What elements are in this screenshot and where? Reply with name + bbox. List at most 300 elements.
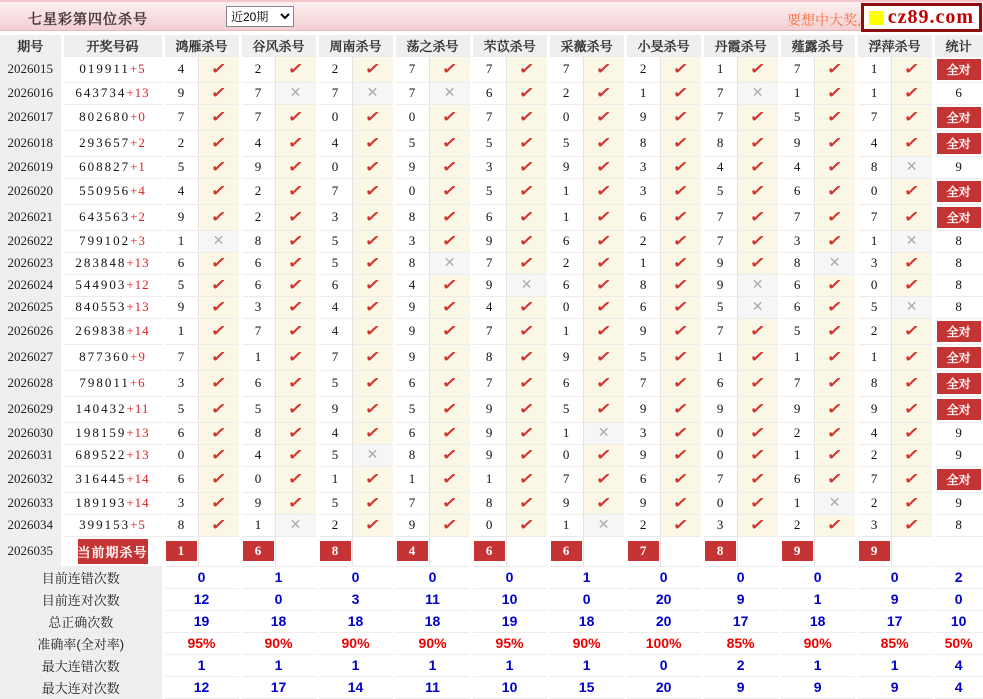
- kill-value-cell: 9: [240, 492, 275, 514]
- kill-value-cell: 4: [317, 130, 352, 156]
- table-row: [0, 444, 983, 466]
- check-icon: ✓: [209, 374, 228, 393]
- check-icon: ✓: [209, 424, 228, 443]
- kill-mark-cell: [814, 492, 856, 514]
- check-icon: ✓: [209, 208, 228, 227]
- check-icon: ✓: [902, 348, 921, 367]
- current-kill-mark-cell: [506, 536, 548, 566]
- kill-mark-cell: [737, 156, 779, 178]
- kill-value-cell: 8: [163, 514, 198, 536]
- check-icon: ✓: [594, 322, 613, 341]
- col-header-kill-7: 小旻杀号: [625, 35, 702, 56]
- summary-value-cell: 20: [625, 588, 702, 610]
- site-logo[interactable]: [861, 3, 982, 32]
- check-icon: ✓: [748, 182, 767, 201]
- check-icon: ✓: [825, 60, 844, 79]
- kill-mark-cell: [429, 396, 471, 422]
- kill-mark-cell: [506, 204, 548, 230]
- check-icon: ✓: [286, 400, 305, 419]
- current-kill-cell: [856, 536, 891, 566]
- draw-number-cell: [62, 82, 163, 104]
- current-kill-cell: [163, 536, 198, 566]
- check-icon: ✓: [825, 470, 844, 489]
- kill-mark-cell: [814, 318, 856, 344]
- check-icon: ✓: [671, 446, 690, 465]
- kill-value-cell: 7: [163, 104, 198, 130]
- draw-digits: 293657: [79, 135, 131, 150]
- stat-cell: [933, 104, 983, 130]
- kill-mark-cell: [352, 82, 394, 104]
- kill-mark-cell: [352, 370, 394, 396]
- check-icon: ✓: [594, 254, 613, 273]
- kill-value-cell: 2: [548, 252, 583, 274]
- check-icon: ✓: [517, 232, 536, 251]
- kill-mark-cell: [198, 444, 240, 466]
- kill-value-cell: 1: [163, 318, 198, 344]
- check-icon: ✓: [440, 424, 459, 443]
- kill-mark-cell: [737, 204, 779, 230]
- kill-value-cell: 1: [779, 492, 814, 514]
- check-icon: ✓: [825, 446, 844, 465]
- summary-value-cell: 18: [779, 610, 856, 632]
- kill-mark-cell: [737, 56, 779, 82]
- check-icon: ✓: [440, 400, 459, 419]
- kill-mark-cell: [352, 344, 394, 370]
- kill-mark-cell: [352, 230, 394, 252]
- kill-mark-cell: [583, 130, 625, 156]
- kill-value-cell: 5: [856, 296, 891, 318]
- summary-label: 目前连对次数: [0, 588, 163, 610]
- kill-value-cell: 4: [471, 296, 506, 318]
- col-header-kill-2: 谷风杀号: [240, 35, 317, 56]
- kill-value-cell: 2: [240, 56, 275, 82]
- table-row: [0, 296, 983, 318]
- kill-mark-cell: [660, 422, 702, 444]
- check-icon: ✓: [286, 254, 305, 273]
- current-kill-cell: [471, 536, 506, 566]
- kill-mark-cell: [275, 230, 317, 252]
- check-icon: ✓: [825, 232, 844, 251]
- check-icon: ✓: [594, 182, 613, 201]
- summary-value-cell: 17: [702, 610, 779, 632]
- current-kill-badge: 7: [628, 541, 659, 561]
- kill-value-cell: 2: [856, 444, 891, 466]
- kill-value-cell: 1: [779, 444, 814, 466]
- kill-mark-cell: [429, 156, 471, 178]
- kill-mark-cell: [660, 466, 702, 492]
- summary-value-cell: 9: [856, 676, 933, 698]
- summary-value-cell: 85%: [702, 632, 779, 654]
- check-icon: ✓: [902, 182, 921, 201]
- check-icon: ✓: [671, 276, 690, 295]
- kill-value-cell: 9: [702, 274, 737, 296]
- kill-mark-cell: [275, 396, 317, 422]
- kill-mark-cell: [198, 466, 240, 492]
- kill-mark-cell: [198, 130, 240, 156]
- kill-value-cell: 9: [548, 156, 583, 178]
- draw-bonus: +2: [130, 135, 146, 150]
- check-icon: ✓: [748, 60, 767, 79]
- summary-value-cell: 0: [471, 566, 548, 588]
- kill-value-cell: 3: [240, 296, 275, 318]
- kill-value-cell: 4: [856, 130, 891, 156]
- check-icon: ✓: [209, 516, 228, 535]
- current-kill-badge: 6: [551, 541, 582, 561]
- check-icon: ✓: [902, 424, 921, 443]
- check-icon: ✓: [440, 134, 459, 153]
- kill-value-cell: 2: [317, 56, 352, 82]
- table-row: [0, 514, 983, 536]
- kill-value-cell: 8: [625, 274, 660, 296]
- check-icon: ✓: [209, 182, 228, 201]
- check-icon: ✓: [209, 60, 228, 79]
- kill-mark-cell: [660, 344, 702, 370]
- kill-mark-cell: [198, 422, 240, 444]
- check-icon: ✓: [517, 470, 536, 489]
- check-icon: ✓: [594, 134, 613, 153]
- check-icon: ✓: [594, 208, 613, 227]
- draw-bonus: +11: [126, 401, 150, 416]
- check-icon: ✓: [748, 134, 767, 153]
- check-icon: ✓: [825, 208, 844, 227]
- kill-mark-cell: [583, 396, 625, 422]
- kill-mark-cell: [737, 82, 779, 104]
- kill-mark-cell: [737, 296, 779, 318]
- cross-icon: ✕: [597, 424, 610, 440]
- kill-mark-cell: [583, 514, 625, 536]
- col-header-kill-5: 芣苡杀号: [471, 35, 548, 56]
- check-icon: ✓: [363, 60, 382, 79]
- summary-value-cell: 100%: [625, 632, 702, 654]
- draw-number-cell: [62, 318, 163, 344]
- kill-value-cell: 0: [702, 444, 737, 466]
- check-icon: ✓: [209, 134, 228, 153]
- kill-value-cell: 8: [702, 130, 737, 156]
- check-icon: ✓: [363, 134, 382, 153]
- kill-value-cell: 1: [625, 82, 660, 104]
- kill-value-cell: 7: [240, 104, 275, 130]
- all-correct-badge: 全对: [937, 399, 981, 420]
- summary-row: [0, 588, 983, 610]
- summary-stat-cell: 10: [933, 610, 983, 632]
- kill-mark-cell: [737, 422, 779, 444]
- kill-value-cell: 8: [779, 252, 814, 274]
- draw-digits: 019911: [79, 61, 130, 76]
- check-icon: ✓: [517, 158, 536, 177]
- check-icon: ✓: [594, 276, 613, 295]
- kill-mark-cell: [275, 56, 317, 82]
- kill-mark-cell: [275, 370, 317, 396]
- col-header-kill-8: 丹霞杀号: [702, 35, 779, 56]
- kill-mark-cell: [660, 130, 702, 156]
- table-row: [0, 422, 983, 444]
- draw-number-cell: [62, 492, 163, 514]
- kill-mark-cell: [429, 422, 471, 444]
- check-icon: ✓: [363, 254, 382, 273]
- kill-mark-cell: [429, 274, 471, 296]
- kill-value-cell: 8: [240, 422, 275, 444]
- kill-value-cell: 5: [471, 178, 506, 204]
- check-icon: ✓: [902, 208, 921, 227]
- kill-value-cell: 4: [317, 422, 352, 444]
- kill-value-cell: 9: [471, 396, 506, 422]
- check-icon: ✓: [825, 276, 844, 295]
- kill-mark-cell: [429, 492, 471, 514]
- cross-icon: ✕: [905, 298, 918, 314]
- cross-icon: ✕: [520, 276, 533, 292]
- kill-mark-cell: [660, 444, 702, 466]
- check-icon: ✓: [902, 374, 921, 393]
- check-icon: ✓: [440, 158, 459, 177]
- check-icon: ✓: [594, 232, 613, 251]
- kill-value-cell: 0: [317, 104, 352, 130]
- kill-value-cell: 8: [471, 492, 506, 514]
- draw-bonus: +0: [130, 109, 146, 124]
- kill-value-cell: 4: [240, 130, 275, 156]
- kill-value-cell: 1: [625, 252, 660, 274]
- kill-mark-cell: [891, 252, 933, 274]
- summary-value-cell: 1: [394, 654, 471, 676]
- col-header-kill-9: 薤露杀号: [779, 35, 856, 56]
- stat-cell: 8: [933, 514, 983, 536]
- kill-value-cell: 6: [471, 204, 506, 230]
- draw-digits: 189193: [75, 495, 127, 510]
- kill-mark-cell: [506, 56, 548, 82]
- kill-value-cell: 8: [240, 230, 275, 252]
- check-icon: ✓: [517, 84, 536, 103]
- check-icon: ✓: [902, 108, 921, 127]
- check-icon: ✓: [594, 298, 613, 317]
- kill-value-cell: 7: [394, 56, 429, 82]
- summary-value-cell: 18: [240, 610, 317, 632]
- kill-value-cell: 6: [240, 274, 275, 296]
- check-icon: ✓: [363, 400, 382, 419]
- kill-value-cell: 1: [856, 344, 891, 370]
- current-kill-cell: [240, 536, 275, 566]
- check-icon: ✓: [440, 276, 459, 295]
- kill-value-cell: 1: [317, 466, 352, 492]
- kill-value-cell: 7: [702, 82, 737, 104]
- kill-mark-cell: [660, 318, 702, 344]
- kill-value-cell: 8: [625, 130, 660, 156]
- kill-value-cell: 9: [163, 296, 198, 318]
- check-icon: ✓: [517, 348, 536, 367]
- summary-stat-cell: 50%: [933, 632, 983, 654]
- check-icon: ✓: [748, 108, 767, 127]
- stat-cell: 9: [933, 156, 983, 178]
- period-cell: 2026020: [0, 178, 62, 204]
- current-kill-badge: 9: [859, 541, 890, 561]
- period-cell: 2026015: [0, 56, 62, 82]
- kill-value-cell: 1: [471, 466, 506, 492]
- kill-mark-cell: [352, 492, 394, 514]
- kill-mark-cell: [429, 296, 471, 318]
- kill-value-cell: 4: [779, 156, 814, 178]
- kill-mark-cell: [506, 156, 548, 178]
- kill-value-cell: 6: [394, 422, 429, 444]
- check-icon: ✓: [748, 232, 767, 251]
- kill-value-cell: 6: [394, 370, 429, 396]
- kill-mark-cell: [814, 396, 856, 422]
- kill-value-cell: 7: [779, 204, 814, 230]
- period-cell: 2026021: [0, 204, 62, 230]
- stat-cell: [933, 130, 983, 156]
- check-icon: ✓: [440, 494, 459, 513]
- kill-value-cell: 7: [625, 370, 660, 396]
- kill-mark-cell: [198, 296, 240, 318]
- stat-cell: 8: [933, 296, 983, 318]
- kill-mark-cell: [814, 444, 856, 466]
- draw-bonus: +6: [129, 375, 146, 390]
- kill-mark-cell: [275, 318, 317, 344]
- stat-cell: [933, 536, 983, 566]
- kill-value-cell: 0: [548, 296, 583, 318]
- current-kill-mark-cell: [891, 536, 933, 566]
- check-icon: ✓: [825, 424, 844, 443]
- summary-row: [0, 632, 983, 654]
- kill-value-cell: 2: [625, 514, 660, 536]
- table-row: [0, 370, 983, 396]
- kill-value-cell: 0: [856, 274, 891, 296]
- period-cell: 2026034: [0, 514, 62, 536]
- draw-bonus: +2: [130, 209, 146, 224]
- draw-digits: 399153: [79, 517, 131, 532]
- check-icon: ✓: [671, 298, 690, 317]
- stat-cell: 9: [933, 492, 983, 514]
- kill-value-cell: 3: [394, 230, 429, 252]
- period-cell: 2026029: [0, 396, 62, 422]
- check-icon: ✓: [440, 208, 459, 227]
- period-range-select[interactable]: [226, 6, 294, 27]
- kill-mark-cell: [198, 252, 240, 274]
- check-icon: ✓: [825, 84, 844, 103]
- kill-value-cell: 3: [625, 178, 660, 204]
- kill-mark-cell: [814, 230, 856, 252]
- check-icon: ✓: [517, 516, 536, 535]
- kill-value-cell: 3: [471, 156, 506, 178]
- draw-number-cell: [62, 104, 163, 130]
- kill-value-cell: 1: [394, 466, 429, 492]
- kill-value-cell: 5: [163, 274, 198, 296]
- kill-mark-cell: [352, 514, 394, 536]
- kill-value-cell: 9: [625, 444, 660, 466]
- table-row: [0, 56, 983, 82]
- kill-value-cell: 2: [240, 204, 275, 230]
- check-icon: ✓: [286, 322, 305, 341]
- check-icon: ✓: [209, 446, 228, 465]
- all-correct-badge: 全对: [937, 133, 981, 154]
- draw-digits: 550956: [79, 183, 131, 198]
- kill-mark-cell: [814, 370, 856, 396]
- check-icon: ✓: [286, 424, 305, 443]
- kill-value-cell: 9: [779, 130, 814, 156]
- check-icon: ✓: [902, 134, 921, 153]
- check-icon: ✓: [594, 60, 613, 79]
- check-icon: ✓: [517, 134, 536, 153]
- kill-mark-cell: [429, 370, 471, 396]
- kill-value-cell: 4: [856, 422, 891, 444]
- kill-value-cell: 5: [394, 130, 429, 156]
- kill-mark-cell: [660, 252, 702, 274]
- kill-value-cell: 7: [471, 252, 506, 274]
- check-icon: ✓: [440, 348, 459, 367]
- table-row: [0, 156, 983, 178]
- draw-bonus: +4: [130, 183, 146, 198]
- draw-digits: 269838: [75, 323, 127, 338]
- summary-value-cell: 0: [625, 566, 702, 588]
- kill-value-cell: 7: [317, 344, 352, 370]
- kill-value-cell: 1: [779, 344, 814, 370]
- stat-cell: 8: [933, 274, 983, 296]
- kill-value-cell: 0: [548, 104, 583, 130]
- kill-mark-cell: [891, 344, 933, 370]
- kill-value-cell: 5: [317, 370, 352, 396]
- check-icon: ✓: [902, 494, 921, 513]
- kill-value-cell: 6: [163, 466, 198, 492]
- kill-mark-cell: [891, 422, 933, 444]
- kill-mark-cell: [737, 466, 779, 492]
- kill-value-cell: 1: [856, 82, 891, 104]
- check-icon: ✓: [748, 516, 767, 535]
- kill-value-cell: 1: [548, 514, 583, 536]
- summary-stat-cell: 4: [933, 676, 983, 698]
- kill-value-cell: 7: [856, 466, 891, 492]
- check-icon: ✓: [440, 108, 459, 127]
- kill-mark-cell: [814, 104, 856, 130]
- check-icon: ✓: [286, 446, 305, 465]
- kill-mark-cell: [429, 514, 471, 536]
- kill-value-cell: 5: [317, 252, 352, 274]
- kill-mark-cell: [583, 156, 625, 178]
- kill-mark-cell: [275, 344, 317, 370]
- kill-mark-cell: [583, 204, 625, 230]
- kill-value-cell: 6: [548, 370, 583, 396]
- current-kill-mark-cell: [275, 536, 317, 566]
- kill-value-cell: 4: [702, 156, 737, 178]
- kill-mark-cell: [660, 104, 702, 130]
- kill-value-cell: 5: [548, 130, 583, 156]
- page-title: 七星彩第四位杀号: [28, 11, 148, 27]
- kill-value-cell: 3: [163, 492, 198, 514]
- check-icon: ✓: [286, 276, 305, 295]
- period-cell: 2026025: [0, 296, 62, 318]
- check-icon: ✓: [671, 516, 690, 535]
- kill-value-cell: 5: [625, 344, 660, 370]
- kill-value-cell: 4: [163, 56, 198, 82]
- check-icon: ✓: [902, 60, 921, 79]
- kill-mark-cell: [506, 104, 548, 130]
- check-icon: ✓: [363, 374, 382, 393]
- check-icon: ✓: [594, 348, 613, 367]
- check-icon: ✓: [363, 322, 382, 341]
- kill-mark-cell: [352, 396, 394, 422]
- kill-mark-cell: [506, 130, 548, 156]
- draw-number-cell: [62, 514, 163, 536]
- kill-value-cell: 7: [856, 104, 891, 130]
- kill-mark-cell: [891, 204, 933, 230]
- summary-value-cell: 95%: [163, 632, 240, 654]
- kill-value-cell: 8: [471, 344, 506, 370]
- kill-value-cell: 5: [548, 396, 583, 422]
- summary-value-cell: 0: [702, 566, 779, 588]
- check-icon: ✓: [363, 158, 382, 177]
- kill-mark-cell: [583, 104, 625, 130]
- kill-mark-cell: [814, 156, 856, 178]
- kill-value-cell: 2: [317, 514, 352, 536]
- kill-mark-cell: [737, 318, 779, 344]
- check-icon: ✓: [671, 182, 690, 201]
- kill-value-cell: 6: [240, 370, 275, 396]
